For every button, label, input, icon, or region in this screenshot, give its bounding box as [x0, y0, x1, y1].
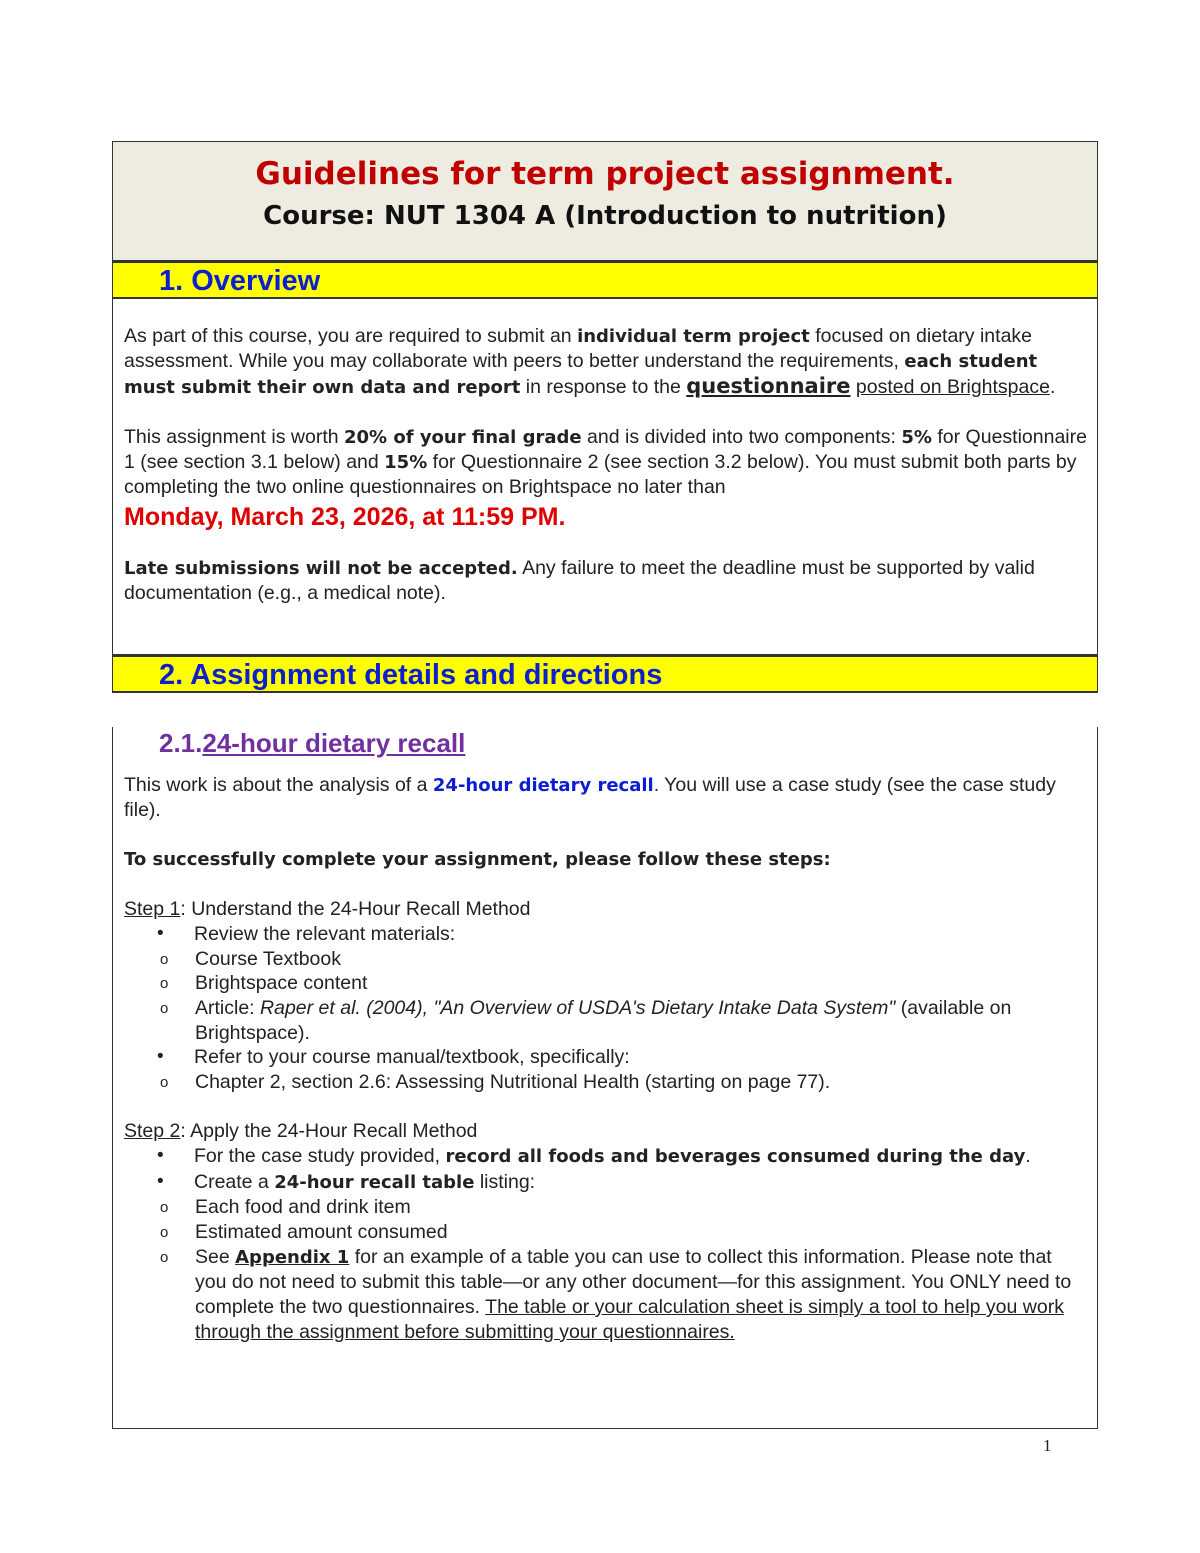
list-item [124, 996, 1087, 1045]
text: . You will use a case study (see the case study file). [124, 774, 1056, 822]
text: and is divided into two components: [581, 425, 902, 448]
text: Refer to your course manual/textbook, specifically: [194, 1046, 630, 1069]
page-number: 1 [1043, 1436, 1052, 1455]
step-title: : Understand the 24-Hour Recall Method [180, 897, 531, 920]
text: for Questionnaire 1 (see section 3.1 below) and [124, 425, 1087, 473]
overview-paragraph-2 [124, 425, 1087, 501]
document-frame [112, 141, 1098, 1429]
document-title: Guidelines for term project assignment. [255, 156, 955, 192]
list-item [124, 922, 1087, 1046]
step-1-heading [124, 897, 1087, 922]
italic-text: Raper et al. (2004), "An Overview of USDA's Dietary Intake Data System" [260, 996, 896, 1019]
step-2-heading [124, 1119, 1087, 1144]
intro-paragraph [124, 773, 1087, 823]
assignment-details-section [112, 727, 1098, 1429]
text: As part of this course, you are required to submit an [124, 325, 578, 347]
subsection-heading [159, 727, 1087, 759]
bold-text: each student must submit their own data and report [124, 351, 1038, 399]
subsection-number: 2.1. [159, 728, 203, 758]
subsection-title: 24-hour dietary recall [202, 728, 466, 758]
text: For the case study provided, [194, 1144, 446, 1167]
list-item: o Estimated amount consumed [124, 1220, 1087, 1245]
step-2-list [124, 1144, 1087, 1345]
deadline-text: Monday, March 23, 2026, at 11:59 PM. [124, 503, 566, 532]
section-2-heading: 2. Assignment details and directions [159, 659, 663, 691]
text: Review the relevant materials: [194, 922, 456, 945]
section-1-heading: 1. Overview [159, 265, 321, 297]
bold-text: record all foods and beverages consumed during the day [445, 1145, 1026, 1167]
text: Create a [194, 1170, 275, 1193]
text: for an example of a table you can use to collect this information. Please note that you do not need to submit this table—or any other document—for this assignment. You ONLY need to complete the two questionnaires. [195, 1245, 1072, 1319]
overview-paragraph-1 [124, 324, 1087, 401]
text: See [195, 1245, 236, 1268]
brightspace-link[interactable]: posted on Brightspace [855, 376, 1050, 399]
text: listing: [474, 1170, 536, 1193]
list-item [124, 1144, 1087, 1170]
sub-list [124, 1195, 1087, 1344]
step-label: Step 1 [124, 897, 181, 920]
text: Article: [195, 996, 261, 1019]
bold-text: 24-hour recall table [274, 1171, 475, 1193]
underlined-text: The table or your calculation sheet is simply a tool to help you work through the assignment before submitting your questionnaires. [195, 1296, 1064, 1343]
course-title: Course: NUT 1304 A (Introduction to nutrition) [263, 201, 947, 231]
text: Any failure to meet the deadline must be supported by valid documentation (e.g., a medical note). [124, 557, 1035, 605]
text: (available on Brightspace). [195, 996, 1012, 1044]
list-item: o Brightspace content [124, 971, 1087, 996]
sub-list [124, 1070, 1087, 1095]
title-box [112, 141, 1098, 261]
text: This work is about the analysis of a [124, 774, 433, 796]
step-title: : Apply the 24-Hour Recall Method [180, 1119, 478, 1142]
highlight-text: 24-hour dietary recall [432, 775, 654, 796]
section-1-band [112, 261, 1098, 299]
list-item [124, 1170, 1087, 1345]
bold-text: 15% [384, 451, 428, 473]
section-2-band [112, 655, 1098, 693]
step-1-list [124, 922, 1087, 1095]
bold-text: 20% of your final grade [344, 426, 582, 448]
text: . [1049, 376, 1056, 399]
sub-list [124, 947, 1087, 1046]
text: . [1025, 1144, 1031, 1167]
steps-intro [124, 847, 1087, 872]
list-item: o Chapter 2, section 2.6: Assessing Nutritional Health (starting on page 77). [124, 1070, 1087, 1095]
questionnaire-link[interactable]: questionnaire [686, 374, 851, 399]
bold-text: 5% [901, 426, 932, 448]
text: focused on dietary intake assessment. While you may collaborate with peers to better understand the requirements, [124, 325, 1033, 373]
text: in response to the [520, 376, 687, 399]
bold-text: individual term project [577, 326, 810, 347]
overview-section [112, 299, 1098, 655]
overview-paragraph-3 [124, 556, 1087, 606]
list-item: o Course Textbook [124, 947, 1087, 972]
list-item: o Each food and drink item [124, 1195, 1087, 1220]
bold-text: Late submissions will not be accepted. [124, 558, 518, 580]
step-label: Step 2 [124, 1119, 181, 1142]
text: This assignment is worth [124, 425, 344, 448]
text: for Questionnaire 2 (see section 3.2 below). You must submit both parts by completing the two online questionnaires on Brightspace no later than [124, 450, 1077, 499]
list-item [124, 1245, 1087, 1345]
bold-text: To successfully complete your assignment, please follow these steps: [124, 849, 831, 871]
list-item [124, 1045, 1087, 1094]
appendix-1-link[interactable]: Appendix 1 [235, 1246, 350, 1268]
